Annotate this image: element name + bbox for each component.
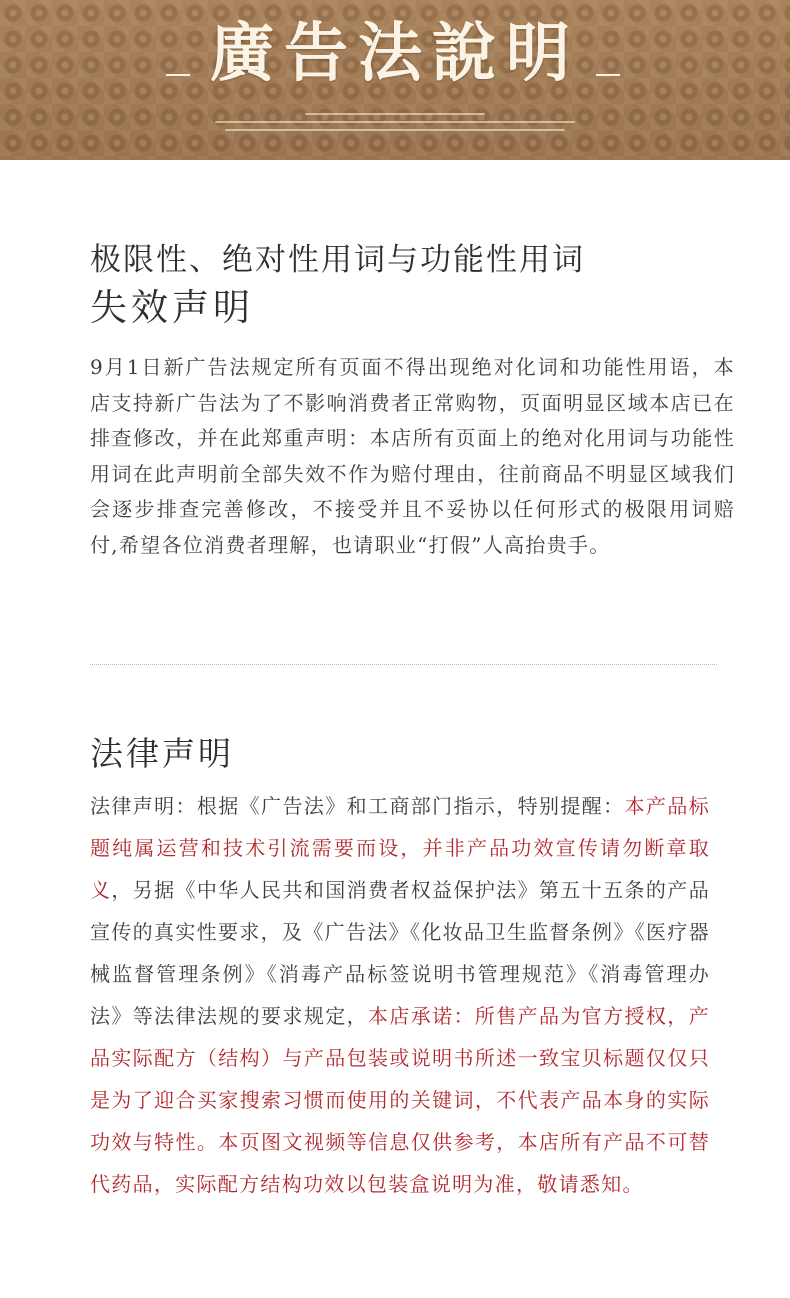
section1-paragraph: 9月1日新广告法规定所有页面不得出现绝对化词和功能性用语，本店支持新广告法为了不影响消费者正常购物，页面明显区域本店已在排查修改，并在此郑重声明：本店所有页面上的绝对化用词与功能性用词在此声明前全部失效不作为赔付理由，往前商品不明显区域我们会逐步排查完善修改，不接受并且不妥协以任何形式的极限用词赔付,希望各位消费者理解，也请职业“打假”人高抬贵手。 <box>90 355 735 557</box>
section2-title: 法律声明 <box>90 734 234 773</box>
legal-text-highlight-1: 本产品标题纯属运营和技术引流需要而设，并非产品功效宣传请勿断章取义 <box>90 794 711 902</box>
banner-dash-right <box>596 74 620 76</box>
section1-title-line2: 失效声明 <box>90 286 254 329</box>
legal-text-intro: 法律声明：根据《广告法》和工商部门指示，特别提醒： <box>90 794 625 818</box>
section2-paragraph <box>90 785 710 1205</box>
header-banner <box>0 0 790 160</box>
banner-fine-print-line-2 <box>0 108 790 112</box>
legal-text-middle: ，另据《中华人民共和国消费者权益保护法》第五十五条的产品宣传的真实性要求，及《广告法》《化妆品卫生监督条例》《医疗器械监督管理条例》《消毒产品标签说明书管理规范》《消毒管理办法》等法律法规的要求规定， <box>90 878 710 1028</box>
legal-text-highlight-2: 本店承诺：所售产品为官方授权，产品实际配方（结构）与产品包装或说明书所述一致宝贝标题仅仅只是为了迎合买家搜索习惯而使用的关键词，不代表产品本身的实际功效与特性。本页图文视频等信息仅供参考，本店所有产品不可替代药品，实际配方结构功效以包装盒说明为准，敬请悉知。 <box>90 1004 710 1196</box>
section-divider <box>90 664 717 665</box>
banner-fine-print-line-1 <box>0 100 790 104</box>
banner-fine-print-line-3 <box>0 116 790 120</box>
section1-title-line1: 极限性、绝对性用词与功能性用词 <box>90 242 585 278</box>
banner-title: 廣告法說明 <box>210 16 580 91</box>
